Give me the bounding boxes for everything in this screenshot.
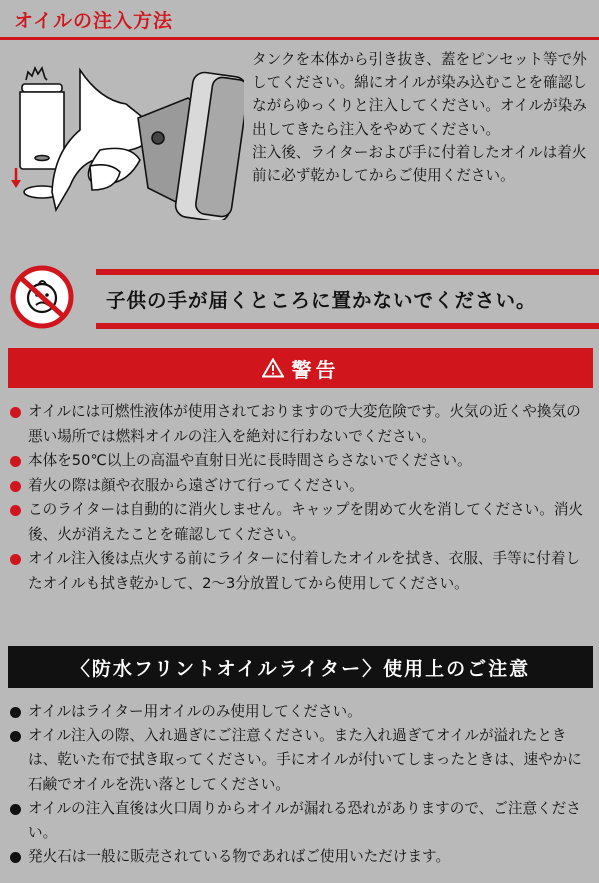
no-children-icon (9, 264, 75, 330)
caution-item: オイルの注入直後は火口周りからオイルが漏れる恐れがありますので、ご注意ください。 (8, 797, 592, 845)
instruction-paragraph: 注入後、ライターおよび手に付着したオイルは着火前に必ず乾かしてからご使用ください。 (252, 143, 587, 185)
caution-header: 〈防水フリントオイルライター〉使用上のご注意 (8, 646, 593, 688)
title-divider (0, 37, 599, 40)
warning-item: オイル注入後は点火する前にライターに付着したオイルを拭き、衣服、手等に付着したオイルも拭き乾かして、2～3分放置してから使用してください。 (8, 547, 592, 596)
caution-list (8, 700, 592, 869)
arrow-head-icon (11, 180, 21, 188)
warning-triangle-icon (262, 358, 284, 378)
child-warning-text: 子供の手が届くところに置かないでください。 (106, 289, 537, 312)
warning-item: オイルには可燃性液体が使用されておりますので大変危険です。火気の近くや換気の悪い場所では燃料オイルの注入を絶対に行わないでください。 (8, 400, 592, 449)
child-warning-banner (96, 269, 599, 329)
banner-top-rule (96, 269, 599, 275)
hand-holding-lighter-drawing (52, 70, 244, 220)
warning-title: 警告 (291, 357, 340, 382)
instructions-text (252, 48, 594, 187)
banner-bottom-rule (96, 323, 599, 329)
warning-header (8, 348, 593, 388)
caution-item: 発火石は一般に販売されている物であればご使用いただけます。 (8, 845, 592, 869)
oil-refill-illustration (8, 50, 244, 220)
warning-item: このライターは自動的に消火しません。キャップを閉めて火を消してください。消火後、火が消えたことを確認してください。 (8, 498, 592, 547)
caution-item: オイル注入の際、入れ過ぎにご注意ください。また入れ過ぎてオイルが溢れたときは、乾いた布で拭き取ってください。手にオイルが付いてしまったときは、速やかに石鹸でオイルを洗い落としてください。 (8, 724, 592, 797)
instruction-paragraph: タンクを本体から引き抜き、蓋をピンセット等で外してください。綿にオイルが染み込むことを確認しながらゆっくりと注入してください。オイルが染み出してきたら注入をやめてください。 (252, 51, 587, 138)
lighter-insert-drawing (20, 68, 64, 169)
warning-list (8, 400, 592, 596)
section-title: オイルの注入方法 (14, 10, 174, 32)
warning-item: 本体を50℃以上の高温や直射日光に長時間さらさないでください。 (8, 449, 592, 474)
warning-item: 着火の際は顔や衣服から遠ざけて行ってください。 (8, 474, 592, 499)
caution-item: オイルはライター用オイルのみ使用してください。 (8, 700, 592, 724)
